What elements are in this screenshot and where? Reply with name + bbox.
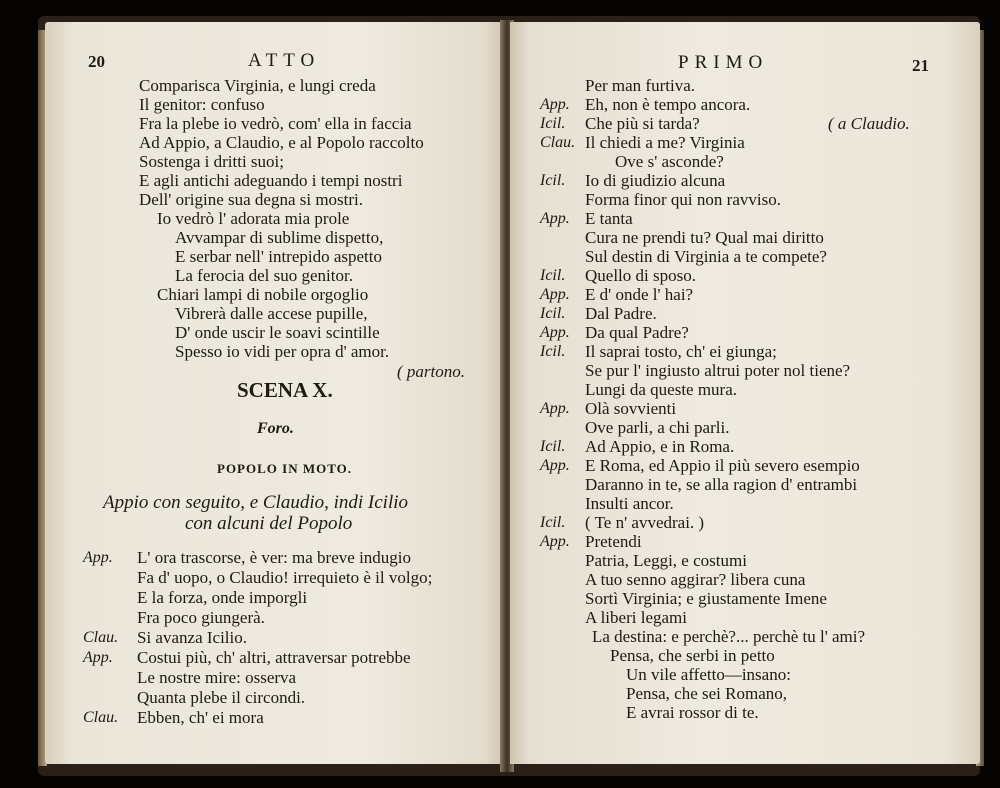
running-head: ATTO (248, 50, 321, 71)
verse-line: D' onde uscir le soavi scintille (175, 323, 380, 342)
dialogue-line: Sortì Virginia; e giustamente Imene (585, 589, 827, 608)
dialogue-line: Si avanza Icilio. (137, 628, 247, 647)
speaker-label: Icil. (540, 343, 566, 360)
dialogue-line: Le nostre mire: osserva (137, 668, 297, 687)
verse-line: E agli antichi adeguando i tempi nostri (139, 171, 403, 190)
dialogue-line: Da qual Padre? (585, 323, 689, 342)
dialogue-line: Fra poco giungerà. (137, 608, 265, 627)
speaker-label: Icil. (540, 267, 566, 284)
crowd-direction: POPOLO IN MOTO. (217, 461, 353, 476)
speaker-label: Icil. (540, 305, 566, 322)
speaker-label: Icil. (540, 115, 566, 132)
dialogue-line: E la forza, onde imporgli (137, 588, 308, 607)
verse-line: Vibrerà dalle accese pupille, (175, 304, 368, 323)
verse-line: Chiari lampi di nobile orgoglio (157, 285, 369, 304)
dialogue-line: Ove s' asconde? (615, 152, 724, 171)
speaker-label: App. (540, 96, 570, 113)
dialogue-line: Cura ne prendi tu? Qual mai diritto (585, 228, 824, 247)
dialogue-line: Il saprai tosto, ch' ei giunga; (585, 342, 777, 361)
dialogue-line: E avrai rossor di te. (626, 703, 759, 722)
scene-setting: Foro. (257, 420, 294, 437)
dialogue-line: Io di giudizio alcuna (585, 171, 726, 190)
dialogue-line: Quanta plebe il circondi. (137, 688, 306, 707)
speaker-label: App. (540, 400, 570, 417)
dialogue-line: E Roma, ed Appio il più severo esempio (585, 456, 860, 475)
dialogue-line: Pensa, che sei Romano, (626, 684, 787, 703)
verse-line: Dell' origine sua degna si mostri. (139, 190, 364, 209)
verse-line: La ferocia del suo genitor. (175, 266, 353, 285)
dialogue-line: Ebben, ch' ei mora (137, 708, 264, 727)
speaker-label: App. (83, 649, 113, 666)
dialogue-line: E tanta (585, 209, 633, 228)
dialogue-line: Olà sovvienti (585, 399, 677, 418)
dialogue-line: Quello di sposo. (585, 266, 696, 285)
speaker-label: App. (540, 457, 570, 474)
dialogue-line: Insulti ancor. (585, 494, 674, 513)
verse-line: Il genitor: confuso (139, 95, 265, 114)
dialogue-line: Forma finor qui non ravviso. (585, 190, 781, 209)
dialogue-line: Costui più, ch' altri, attraversar potrebbe (137, 648, 411, 667)
dialogue-line: Dal Padre. (585, 304, 657, 323)
entrance-direction: Appio con seguito, e Claudio, indi Icilio (103, 492, 409, 513)
speaker-label: App. (83, 549, 113, 566)
left-page (45, 22, 503, 764)
dialogue-line: Ove parli, a chi parli. (585, 418, 730, 437)
dialogue-line: Patria, Leggi, e costumi (585, 551, 747, 570)
dialogue-line: Per man furtiva. (585, 76, 695, 95)
dialogue-line: Lungi da queste mura. (585, 380, 738, 399)
dialogue-line: Ad Appio, e in Roma. (585, 437, 735, 456)
speaker-label: App. (540, 286, 570, 303)
page-number: 21 (912, 56, 929, 75)
speaker-label: Icil. (540, 172, 566, 189)
speaker-label: Icil. (540, 438, 566, 455)
verse-line: E serbar nell' intrepido aspetto (175, 247, 382, 266)
dialogue-line: A tuo senno aggirar? libera cuna (585, 570, 806, 589)
dialogue-line: Pretendi (585, 532, 642, 551)
stage-direction-exit: ( partono. (397, 362, 465, 381)
verse-line: Comparisca Virginia, e lungi creda (139, 76, 376, 95)
speaker-label: Clau. (83, 629, 119, 646)
entrance-direction: con alcuni del Popolo (185, 513, 353, 534)
dialogue-line: Daranno in te, se alla ragion d' entrambi (585, 475, 858, 494)
speaker-label: App. (540, 210, 570, 227)
dialogue-line: ( Te n' avvedrai. ) (585, 513, 705, 532)
dialogue-line: Pensa, che serbi in petto (610, 646, 775, 665)
speaker-label: Icil. (540, 514, 566, 531)
verse-line: Ad Appio, a Claudio, e al Popolo raccolto (139, 133, 424, 152)
verse-line: Fra la plebe io vedrò, com' ella in faccia (139, 114, 412, 133)
speaker-label: App. (540, 533, 570, 550)
page-number: 20 (88, 52, 105, 71)
dialogue-line: E d' onde l' hai? (585, 285, 694, 304)
dialogue-line: Se pur l' ingiusto altrui poter nol tiene? (585, 361, 851, 380)
scene-title: SCENA X. (237, 378, 333, 402)
dialogue-line: La destina: e perchè?... perchè tu l' ami? (592, 627, 866, 646)
dialogue-line: Il chiedi a me? Virginia (585, 133, 745, 152)
speaker-label: Clau. (540, 134, 576, 151)
dialogue-line: Eh, non è tempo ancora. (585, 95, 751, 114)
dialogue-line: Fa d' uopo, o Claudio! irrequieto è il volgo; (137, 568, 433, 587)
dialogue-line: Un vile affetto—insano: (626, 665, 791, 684)
verse-line: Spesso io vidi per opra d' amor. (175, 342, 390, 361)
right-page (510, 22, 980, 764)
verse-line: Io vedrò l' adorata mia prole (157, 209, 350, 228)
dialogue-line: L' ora trascorse, è ver: ma breve indugio (137, 548, 412, 567)
dialogue-line: Che più si tarda? (585, 114, 700, 133)
verse-line: Sostenga i dritti suoi; (139, 152, 284, 171)
verse-line: Avvampar di sublime dispetto, (175, 228, 384, 247)
dialogue-line: A liberi legami (585, 608, 687, 627)
speaker-label: App. (540, 324, 570, 341)
dialogue-line: Sul destin di Virginia a te compete? (585, 247, 827, 266)
stage-direction-aside: ( a Claudio. (828, 114, 910, 133)
running-head: PRIMO (678, 52, 769, 73)
speaker-label: Clau. (83, 709, 119, 726)
